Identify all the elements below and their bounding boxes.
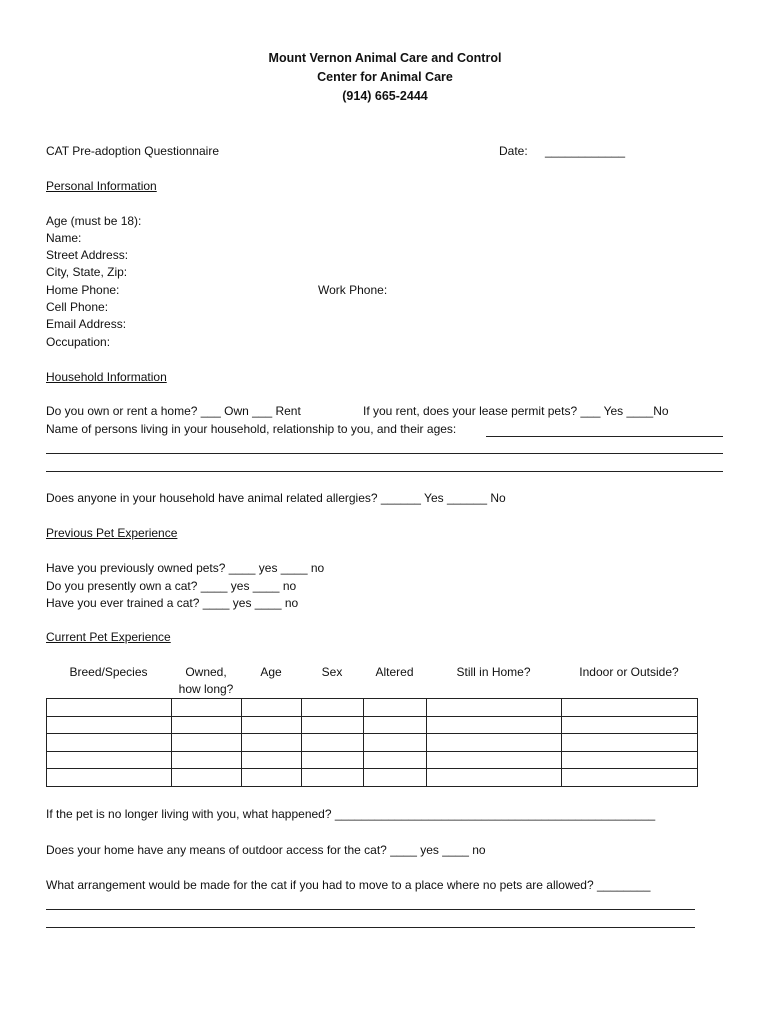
table-cell[interactable] xyxy=(242,716,302,734)
table-cell[interactable] xyxy=(427,769,562,787)
table-cell[interactable] xyxy=(427,716,562,734)
table-cell[interactable] xyxy=(47,751,172,769)
table-cell[interactable] xyxy=(172,734,242,752)
col-altered: Altered xyxy=(375,665,414,679)
col-age: Age xyxy=(260,665,282,679)
outdoor-access-question: Does your home have any means of outdoor access for the cat? ____ yes ____ no xyxy=(46,843,486,857)
table-cell[interactable] xyxy=(302,734,364,752)
pet-experience-table xyxy=(46,698,698,787)
table-row xyxy=(47,716,698,734)
table-cell[interactable] xyxy=(562,751,698,769)
current-heading: Current Pet Experience xyxy=(46,630,171,644)
field-city: City, State, Zip: xyxy=(46,265,128,279)
col-owned-how-long: how long? xyxy=(178,682,234,696)
table-cell[interactable] xyxy=(562,734,698,752)
trained-cat-question: Have you ever trained a cat? ____ yes ____ no xyxy=(46,596,299,610)
org-name: Mount Vernon Animal Care and Control xyxy=(268,51,502,65)
household-heading: Household Information xyxy=(46,370,167,384)
table-cell[interactable] xyxy=(364,699,427,717)
previous-heading: Previous Pet Experience xyxy=(46,526,178,540)
table-cell[interactable] xyxy=(562,769,698,787)
arrangement-answer-line[interactable] xyxy=(46,927,695,928)
table-cell[interactable] xyxy=(242,699,302,717)
table-cell[interactable] xyxy=(47,769,172,787)
own-rent-question: Do you own or rent a home? ___ Own ___ Rent xyxy=(46,404,301,418)
lease-question: If you rent, does your lease permit pets? ___ Yes ____No xyxy=(363,404,669,418)
date-field[interactable]: ____________ xyxy=(545,144,626,158)
table-cell[interactable] xyxy=(302,699,364,717)
table-cell[interactable] xyxy=(427,734,562,752)
table-row xyxy=(47,734,698,752)
previous-owned-question: Have you previously owned pets? ____ yes ____ no xyxy=(46,561,325,575)
field-home-phone: Home Phone: xyxy=(46,283,120,297)
table-cell[interactable] xyxy=(302,751,364,769)
table-cell[interactable] xyxy=(47,699,172,717)
persons-answer-line[interactable] xyxy=(46,471,723,472)
table-cell[interactable] xyxy=(364,716,427,734)
table-cell[interactable] xyxy=(302,716,364,734)
org-phone: (914) 665-2444 xyxy=(342,89,428,103)
field-cell-phone: Cell Phone: xyxy=(46,300,109,314)
persons-question: Name of persons living in your household, relationship to you, and their ages: xyxy=(46,422,457,436)
table-cell[interactable] xyxy=(364,751,427,769)
table-cell[interactable] xyxy=(427,751,562,769)
persons-answer-line[interactable] xyxy=(46,453,723,454)
table-row xyxy=(47,699,698,717)
allergies-question: Does anyone in your household have animal related allergies? ______ Yes ______ No xyxy=(46,491,506,505)
field-name: Name: xyxy=(46,231,82,245)
personal-heading: Personal Information xyxy=(46,179,157,193)
field-work-phone: Work Phone: xyxy=(318,283,388,297)
col-breed: Breed/Species xyxy=(69,665,148,679)
col-still-in-home: Still in Home? xyxy=(456,665,531,679)
table-cell[interactable] xyxy=(172,751,242,769)
persons-answer-line[interactable] xyxy=(486,436,723,437)
table-cell[interactable] xyxy=(47,716,172,734)
table-cell[interactable] xyxy=(364,769,427,787)
form-title: CAT Pre-adoption Questionnaire xyxy=(46,144,219,158)
table-cell[interactable] xyxy=(242,751,302,769)
table-cell[interactable] xyxy=(562,716,698,734)
field-street: Street Address: xyxy=(46,248,129,262)
field-age: Age (must be 18): xyxy=(46,214,142,228)
col-sex: Sex xyxy=(321,665,343,679)
arrangement-answer-line[interactable] xyxy=(46,909,695,910)
table-cell[interactable] xyxy=(242,734,302,752)
table-cell[interactable] xyxy=(242,769,302,787)
no-longer-question: If the pet is no longer living with you, what happened? ________________________________________________ xyxy=(46,807,656,821)
table-cell[interactable] xyxy=(172,716,242,734)
table-row xyxy=(47,769,698,787)
center-name: Center for Animal Care xyxy=(317,70,453,84)
table-cell[interactable] xyxy=(562,699,698,717)
table-cell[interactable] xyxy=(172,699,242,717)
table-cell[interactable] xyxy=(47,734,172,752)
table-cell[interactable] xyxy=(172,769,242,787)
col-indoor-outside: Indoor or Outside? xyxy=(579,665,679,679)
field-email: Email Address: xyxy=(46,317,127,331)
table-cell[interactable] xyxy=(427,699,562,717)
table-cell[interactable] xyxy=(302,769,364,787)
field-occupation: Occupation: xyxy=(46,335,111,349)
col-owned: Owned, xyxy=(185,665,227,679)
arrangement-question: What arrangement would be made for the cat if you had to move to a place where no pets are allowed? ________ xyxy=(46,878,651,892)
present-cat-question: Do you presently own a cat? ____ yes ____ no xyxy=(46,579,297,593)
date-label: Date: xyxy=(499,144,528,158)
table-row xyxy=(47,751,698,769)
table-cell[interactable] xyxy=(364,734,427,752)
